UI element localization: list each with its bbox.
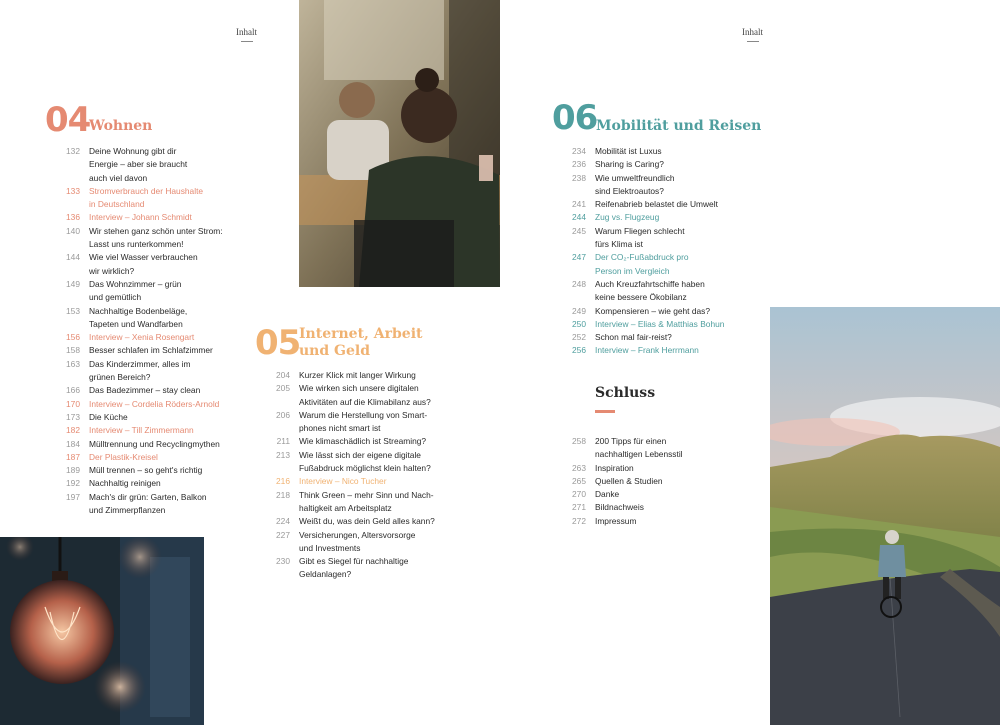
toc-page-number: 205 [276,383,290,394]
toc-entry [556,331,765,344]
toc-entry-title: Interview – Frank Herrmann [595,345,699,356]
toc-entry-title: Wie wirken sich unsere digitalen Aktivitäten auf die Klimabilanz aus? [299,383,431,407]
toc-page-number: 156 [66,332,80,343]
toc-page-number: 136 [66,212,80,223]
toc-entry [50,185,259,212]
toc-entry [556,225,765,252]
toc-page-number: 265 [572,475,586,486]
toc-entry [260,409,469,436]
toc-entry-title: Mobilität ist Luxus [595,146,662,156]
toc-page-number: 189 [66,465,80,476]
toc-list-wohnen [50,145,259,517]
toc-entry [260,529,469,556]
toc-entry-title: Stromverbrauch der Haushalte in Deutschland [89,185,204,210]
toc-entry-title: Das Badezimmer – stay clean [89,385,201,396]
toc-entry [50,278,259,305]
toc-entry-title: Interview – Elias & Matthias Bohun [595,318,725,329]
toc-list-mobilitaet [556,145,765,358]
toc-entry-title: Das Wohnzimmer – grün und gemütlich [89,278,182,303]
toc-page-number: 256 [572,345,586,356]
toc-entry [50,464,259,477]
toc-page-number: 216 [276,476,290,487]
toc-page-number: 184 [66,438,80,449]
light-bulbs-photo [0,537,204,725]
toc-page-number: 270 [572,489,586,500]
toc-entry [50,331,259,344]
toc-entry-title: Auch Kreuzfahrtschiffe haben keine bessere Ökobilanz [595,278,705,303]
toc-entry [556,501,765,514]
toc-entry-title: Besser schlafen im Schlafzimmer [89,345,213,356]
chapter-number-05: 05 [255,323,301,363]
toc-entry-title: Wie klimaschädlich ist Streaming? [299,436,427,447]
toc-page-number: 144 [66,252,80,263]
toc-entry [50,438,259,451]
toc-page-number: 263 [572,462,586,473]
toc-entry [50,451,259,464]
toc-entry [260,382,469,409]
toc-entry-title: Interview – Xenia Rosengart [89,332,195,343]
toc-entry-title: Weißt du, was dein Geld alles kann? [299,516,435,527]
toc-page-number: 170 [66,398,80,409]
toc-page-number: 244 [572,212,586,223]
toc-page-number: 227 [276,529,290,540]
toc-entry-title: Der Plastik-Kreisel [89,451,158,462]
toc-page-number: 258 [572,436,586,446]
toc-page-number: 158 [66,345,80,356]
toc-entry-title: Müll trennen – so geht's richtig [89,465,203,476]
toc-entry [556,488,765,501]
toc-entry-title: Die Küche [89,411,128,422]
toc-page-number: 173 [66,411,80,422]
toc-entry [260,489,469,516]
toc-entry-title: Bildnachweis [595,502,644,513]
toc-entry [556,145,765,158]
chapter-number-04: 04 [45,100,91,140]
toc-entry [260,515,469,528]
toc-entry-title: Schon mal fair-reist? [595,332,672,343]
toc-entry [260,435,469,448]
toc-list-schluss [556,435,765,528]
toc-entry-title: Kompensieren – wie geht das? [595,305,710,316]
toc-entry [50,384,259,397]
toc-entry [50,411,259,424]
chapter-number-06: 06 [552,98,598,138]
toc-entry [50,251,259,278]
schluss-accent-bar [595,410,615,413]
toc-page-number: 140 [66,225,80,236]
toc-page-number: 250 [572,318,586,329]
toc-entry [50,344,259,357]
toc-entry-title: Impressum [595,515,637,526]
toc-entry-title: Quellen & Studien [595,475,663,486]
toc-entry [50,398,259,411]
toc-entry-title: 200 Tipps für einen nachhaltigen Lebensstil [595,436,683,460]
toc-entry [556,172,765,199]
toc-entry-title: Versicherungen, Altersvorsorge und Investments [299,529,416,553]
toc-page-number: 230 [276,556,290,567]
toc-entry [556,278,765,305]
toc-page-number: 248 [572,278,586,289]
toc-entry [556,305,765,318]
chapter-title-line: Internet, Arbeit [299,326,423,342]
toc-entry-title: Danke [595,489,620,500]
toc-page-number: 247 [572,252,586,263]
toc-entry-title: Kurzer Klick mit langer Wirkung [299,370,416,380]
toc-entry-title: Warum Fliegen schlecht fürs Klima ist [595,225,685,250]
page-label-left: Inhalt [236,27,257,42]
toc-page-number: 166 [66,385,80,396]
toc-entry [260,475,469,488]
toc-entry-title: Think Green – mehr Sinn und Nach- haltigkeit am Arbeitsplatz [299,489,434,513]
toc-page-number: 182 [66,425,80,436]
chapter-title-wohnen: Wohnen [89,118,153,134]
toc-page-number: 224 [276,516,290,527]
toc-entry-title: Interview – Johann Schmidt [89,212,192,223]
toc-entry-title: Nachhaltig reinigen [89,478,161,489]
toc-list-internet [260,369,469,582]
toc-entry-title: Nachhaltige Bodenbeläge, Tapeten und Wandfarben [89,305,188,329]
page-label-right: Inhalt [742,27,763,42]
toc-page-number: 149 [66,278,80,289]
toc-entry-title: Interview – Till Zimmermann [89,425,194,436]
toc-page-number: 238 [572,172,586,183]
toc-page-number: 249 [572,305,586,316]
toc-entry-title: Wie umweltfreundlich sind Elektroautos? [595,172,675,196]
toc-entry [556,158,765,171]
toc-entry-title: Mach's dir grün: Garten, Balkon und Zimmerpflanzen [89,491,207,516]
toc-entry [556,318,765,331]
toc-page-number: 218 [276,489,290,500]
toc-page-number: 245 [572,225,586,236]
toc-page-number: 234 [572,146,586,156]
toc-entry [556,198,765,211]
toc-page-number: 236 [572,159,586,170]
toc-entry [50,225,259,252]
toc-entry-title: Das Kinderzimmer, alles im grünen Bereich? [89,358,191,383]
toc-page-number: 153 [66,305,80,316]
toc-entry [50,424,259,437]
toc-entry-title: Reifenabrieb belastet die Umwelt [595,199,718,210]
toc-entry-title: Interview – Cordelia Röders-Arnold [89,398,220,409]
toc-entry-title: Wir stehen ganz schön unter Strom: Lasst uns runterkommen! [89,225,223,250]
toc-page-number: 206 [276,409,290,420]
toc-entry [50,305,259,332]
toc-entry-title: Der CO₂-Fußabdruck pro Person im Vergleich [595,252,689,276]
chapter-title-schluss: Schluss [595,385,656,401]
toc-page-number: 133 [66,185,80,196]
toc-entry [50,211,259,224]
toc-page-number: 192 [66,478,80,489]
toc-entry-title: Sharing is Caring? [595,159,664,170]
meeting-photo [299,0,500,287]
toc-entry [50,491,259,518]
toc-page-number: 197 [66,491,80,502]
toc-entry [260,555,469,582]
toc-entry [50,145,259,185]
toc-entry [556,211,765,224]
chapter-title-line: und Geld [299,343,370,359]
toc-entry [556,251,765,278]
toc-entry-title: Mülltrennung und Recyclingmythen [89,438,220,449]
toc-page-number: 204 [276,370,290,380]
toc-entry [556,344,765,357]
toc-page-number: 187 [66,451,80,462]
toc-entry [260,449,469,476]
toc-entry [556,435,765,462]
toc-entry-title: Wie lässt sich der eigene digitale Fußabdruck möglichst klein halten? [299,449,431,474]
cyclist-road-photo [770,307,1000,725]
toc-entry-title: Wie viel Wasser verbrauchen wir wirklich? [89,252,198,276]
toc-page-number: 252 [572,332,586,343]
toc-entry-title: Inspiration [595,462,634,473]
toc-entry-title: Warum die Herstellung von Smart- phones nicht smart ist [299,409,428,434]
toc-entry [556,462,765,475]
toc-entry-title: Deine Wohnung gibt dir Energie – aber sie braucht auch viel davon [89,146,188,183]
chapter-title-internet [299,326,423,360]
toc-page-number: 211 [276,436,290,447]
toc-page-number: 272 [572,515,586,526]
toc-entry-title: Interview – Nico Tucher [299,476,387,487]
toc-page-number: 271 [572,502,586,513]
toc-entry [556,475,765,488]
toc-entry [556,515,765,528]
chapter-title-mobilitaet: Mobilität und Reisen [596,118,762,134]
toc-page-number: 213 [276,449,290,460]
toc-entry [260,369,469,382]
toc-entry [50,477,259,490]
toc-entry-title: Gibt es Siegel für nachhaltige Geldanlagen? [299,556,409,580]
toc-page-number: 241 [572,199,586,210]
toc-entry-title: Zug vs. Flugzeug [595,212,660,223]
toc-page-number: 132 [66,146,80,156]
toc-page-number: 163 [66,358,80,369]
toc-entry [50,358,259,385]
